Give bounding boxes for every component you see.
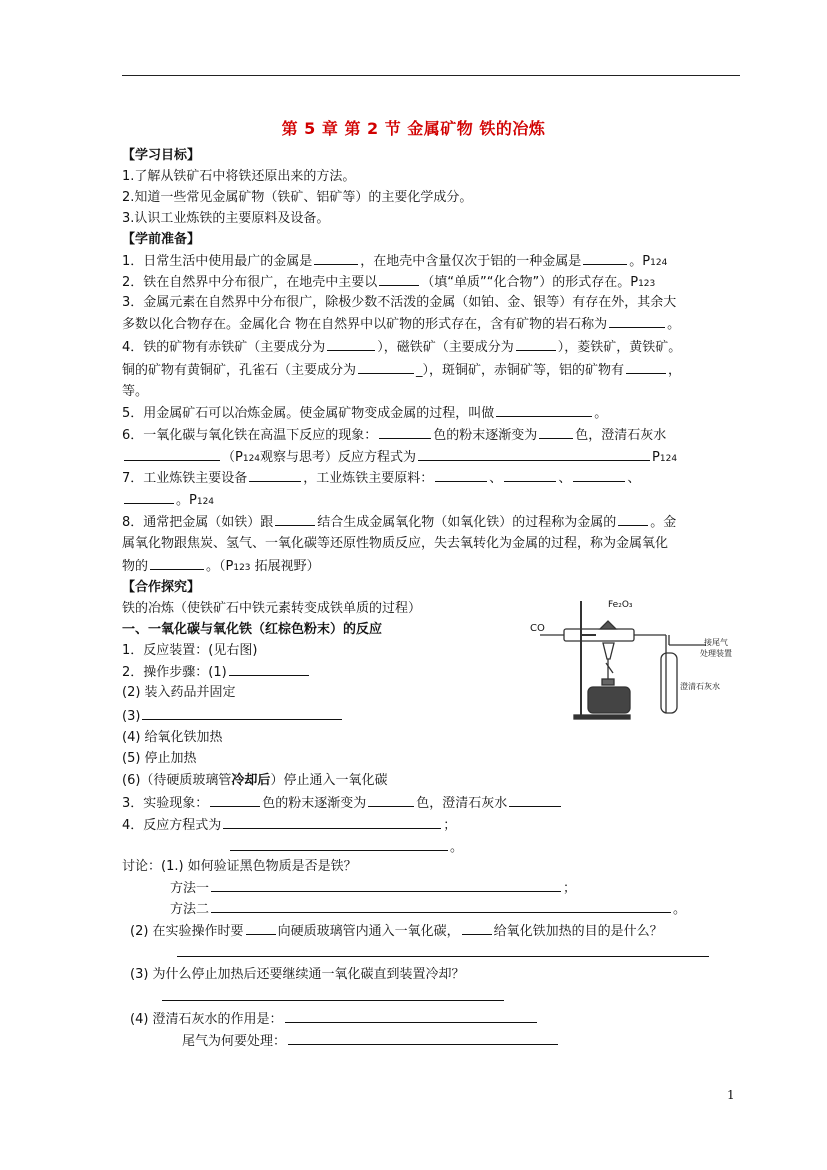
funnel — [603, 643, 614, 659]
stand-base — [574, 715, 630, 719]
discuss-2: (2) 在实验操作时要 向硬质玻璃管内通入一氧化碳， 给氧化铁加热的目的是什么？ — [130, 921, 663, 942]
q6a: 6．一氧化碳与氧化铁在高温下反应的现象： 色的粉末逐渐变为 色，澄清石灰水 — [122, 425, 666, 446]
section-1-title: 一、一氧化碳与氧化铁（红棕色粉末）的反应 — [122, 622, 383, 637]
label-tail-2: 处理装置 — [700, 649, 732, 658]
page-number: 1 — [727, 1088, 735, 1102]
q5: 5．用金属矿石可以冶炼金属。使金属矿物变成金属的过程，叫做 。 — [122, 403, 607, 424]
burner — [588, 687, 630, 713]
q3b: 多数以化合物存在。金属化合 物在自然界中以矿物的形式存在，含有矿物的岩石称为 。 — [122, 314, 680, 335]
step-4: (4) 给氧化铁加热 — [122, 730, 223, 745]
q8b: 属氧化物跟焦炭、氢气、一氧化碳等还原性物质反应，失去氧转化为金属的过程，称为金属氧化 — [122, 536, 669, 551]
step-1: 2．操作步骤：(1) — [122, 662, 311, 683]
step-5: (5) 停止加热 — [122, 751, 197, 766]
coop-intro: 铁的冶炼（使铁矿石中铁元素转变成铁单质的过程） — [122, 601, 422, 616]
discuss-1: 讨论：(1.) 如何验证黑色物质是否是铁？ — [122, 859, 357, 874]
phenomenon: 3．实验现象： 色的粉末逐渐变为 色，澄清石灰水 — [122, 793, 563, 814]
equation-1: 4．反应方程式为 ； — [122, 815, 456, 836]
q4b: 铜的矿物有黄铜矿，孔雀石（主要成分为 _），斑铜矿，赤铜矿等，铝的矿物有 ， — [122, 360, 681, 381]
q8c: 物的 。（P123 拓展视野） — [122, 556, 320, 578]
answer-line-3 — [160, 987, 506, 1008]
goal-3: 3.认识工业炼铁的主要原料及设备。 — [122, 211, 330, 226]
q7b: 。P124 — [122, 490, 214, 512]
apparatus-figure — [528, 593, 738, 723]
goal-2: 2.知道一些常见金属矿物（铁矿、铝矿等）的主要化学成分。 — [122, 190, 473, 205]
method-1: 方法一 ； — [170, 878, 576, 899]
answer-line-2 — [175, 943, 711, 964]
heading-goals: 【学习目标】 — [122, 148, 201, 163]
heading-prep: 【学前准备】 — [122, 232, 201, 247]
step-device: 1．反应装置：(见右图) — [122, 643, 258, 658]
q6b: （P124观察与思考）反应方程式为 P124 — [122, 447, 677, 469]
discuss-5: 尾气为何要处理： — [182, 1031, 560, 1052]
label-co: CO — [530, 623, 545, 634]
fe2o3-powder — [600, 621, 616, 629]
step-3: (3) — [122, 706, 344, 727]
q1: 1．日常生活中使用最广的金属是 ，在地壳中含量仅次于铝的一种金属是 。P124 — [122, 251, 667, 273]
step-6: (6)（待硬质玻璃管冷却后）停止通入一氧化碳 — [122, 773, 388, 788]
q4a: 4．铁的矿物有赤铁矿（主要成分为 ），磁铁矿（主要成分为 ），菱铁矿，黄铁矿。 — [122, 337, 681, 358]
label-fe2o3: Fe₂O₃ — [608, 600, 633, 610]
goal-1: 1.了解从铁矿石中将铁还原出来的方法。 — [122, 169, 356, 184]
q2: 2．铁在自然界中分布很广，在地壳中主要以 （填“单质”“化合物”）的形式存在。P123 — [122, 272, 655, 294]
glass-tube — [564, 629, 634, 641]
label-limewater: 澄清石灰水 — [680, 682, 720, 691]
heading-coop: 【合作探究】 — [122, 580, 201, 595]
method-2: 方法二 。 — [170, 899, 686, 920]
q4c: 等。 — [122, 384, 149, 399]
test-tube — [661, 653, 677, 713]
label-tail-1: 接尾气 — [704, 638, 728, 647]
page-title: 第 5 章 第 2 节 金属矿物 铁的冶炼 — [281, 119, 546, 138]
q3a: 3．金属元素在自然界中分布很广，除极少数不活泼的金属（如铂、金、银等）有存在外，其余大 — [122, 295, 677, 310]
q8a: 8．通常把金属（如铁）跟 结合生成金属氧化物（如氧化铁）的过程称为金属的 。金 — [122, 512, 676, 533]
header-rule — [122, 75, 740, 76]
step-2: (2) 装入药品并固定 — [122, 685, 236, 700]
discuss-3: (3) 为什么停止加热后还要继续通一氧化碳直到装置冷却？ — [130, 967, 465, 982]
discuss-4: (4) 澄清石灰水的作用是： — [130, 1009, 539, 1030]
equation-2: 。 — [122, 837, 463, 858]
q7a: 7．工业炼铁主要设备 ，工业炼铁主要原料： 、 、 、 — [122, 468, 640, 489]
